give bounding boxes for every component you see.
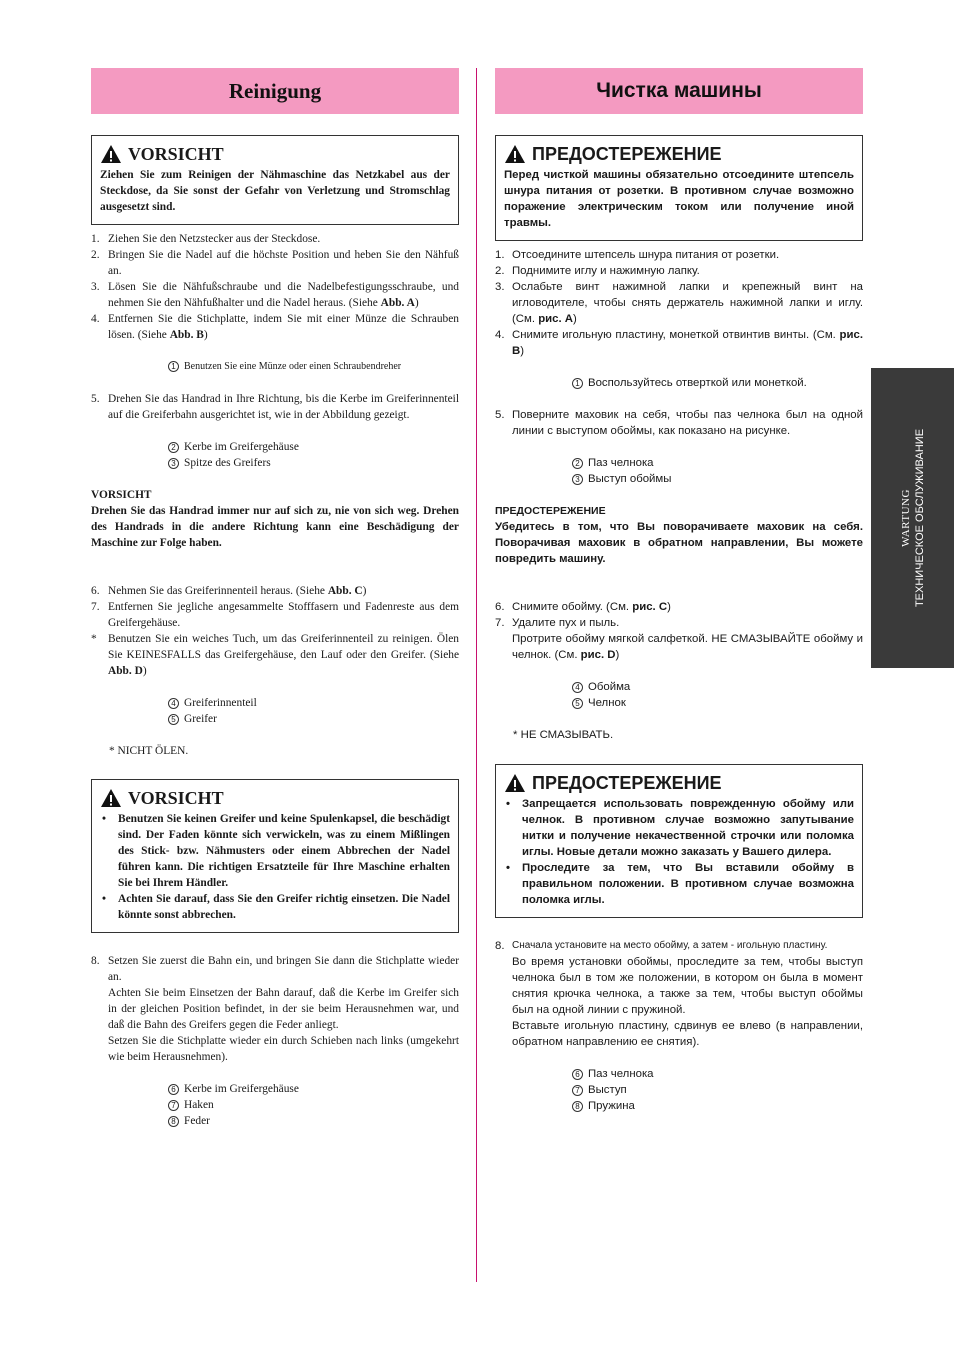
- warning-icon: [504, 144, 526, 164]
- steps-list-de-c: [91, 583, 459, 679]
- legend-de-3: [91, 695, 459, 727]
- caution-box-ru-1: [495, 135, 863, 241]
- legend-item: 6 Kerbe im Greifergehäuse: [168, 1081, 459, 1097]
- section-title-de: Reinigung: [91, 68, 459, 114]
- caution-plain-ru: ПРЕДОСТЕРЕЖЕНИЕ Убедитесь в том, что Вы поворачиваете маховик на себя. Поворачивая маховик в обратном направлении, Вы можете повредить машину.: [495, 505, 863, 565]
- section-side-tab: [871, 368, 954, 668]
- legend-item: 8 Пружина: [572, 1098, 863, 1114]
- legend-de-2: [91, 439, 459, 471]
- list-item: • Achten Sie darauf, dass Sie den Greifer richtig einsetzen. Die Nadel könnte sonst abbrechen.: [100, 891, 450, 923]
- list-item: 2. Поднимите иглу и нажимную лапку.: [495, 265, 700, 277]
- list-item: 7. Entfernen Sie jegliche angesammelte Stofffasern und Fadenreste aus dem Greifergehäuse.: [91, 601, 459, 629]
- list-item: • Проследите за тем, что Вы вставили обойму в правильном положении. В противном случае возможна поломка иглы.: [504, 860, 854, 908]
- caution-box-de-2: [91, 779, 459, 933]
- caution-list: [100, 811, 450, 923]
- caution-title: ПРЕДОСТЕРЕЖЕНИЕ: [504, 143, 854, 165]
- steps-list-de-a: [91, 231, 459, 343]
- list-item: 3. Ослабьте винт нажимной лапки и крепежный винт на игловодителе, чтобы снять держатель нажимной лапки и иглу. (См. рис. A): [495, 281, 863, 325]
- legend-item: 8 Feder: [168, 1113, 459, 1129]
- list-item: 5. Поверните маховик на себя, чтобы паз челнока был на одной линии с выступом обоймы, как показано на рисунке.: [495, 409, 863, 437]
- column-divider: [476, 68, 477, 1282]
- caution-box-de-1: [91, 135, 459, 225]
- list-item: 5. Drehen Sie das Handrad in Ihre Richtung, bis die Kerbe im Greiferinnenteil auf die Greiferbahn ausgerichtet ist, wie in der Abbildung gezeigt.: [91, 393, 459, 421]
- legend-item: 7 Выступ: [572, 1082, 863, 1098]
- note-no-oil-de: * NICHT ÖLEN.: [109, 745, 189, 757]
- list-item: 8. Setzen Sie zuerst die Bahn ein, und bringen Sie dann die Stichplatte wieder an. Achten Sie beim Einsetzen der Bahn darauf, daß die Kerbe im Greifer sich in der gleichen Position befindet, in der sie beim Herausnehmen war, und daß die Bahn des Greifers gegen die Feder anliegt. Setzen Sie die Stichplatte wieder ein durch Schieben nach links (umgekehrt wie beim Herausnehmen).: [91, 955, 459, 1063]
- steps-list-de-d: [91, 953, 459, 1065]
- section-title-ru: Чистка машины: [495, 68, 863, 114]
- legend-ru-1: [495, 375, 863, 391]
- list-item: 1. Отсоедините штепсель шнура питания от розетки.: [495, 249, 780, 261]
- legend-item: 7 Haken: [168, 1097, 459, 1113]
- list-item: * Benutzen Sie ein weiches Tuch, um das Greiferinnenteil zu reinigen. Ölen Sie KEINESFALLS das Greifergehäuse, den Lauf oder den Greifer. (Siehe Abb. D): [91, 633, 459, 677]
- list-item: 1. Ziehen Sie den Netzstecker aus der Steckdose.: [91, 233, 321, 245]
- caution-title: VORSICHT: [100, 787, 450, 809]
- list-item: 4. Снимите игольную пластину, монеткой отвинтив винты. (См. рис. B): [495, 329, 863, 357]
- legend-item: 4 Greiferinnenteil: [168, 695, 459, 711]
- caution-list: [504, 796, 854, 908]
- legend-de-4: [91, 1081, 459, 1129]
- legend-ru-3: [495, 679, 863, 711]
- caution-title: VORSICHT: [100, 143, 450, 165]
- legend-item: 3 Spitze des Greifers: [168, 455, 459, 471]
- steps-list-de-b: [91, 391, 459, 423]
- list-item: 7. Удалите пух и пыль. Протрите обойму мягкой салфеткой. НЕ СМАЗЫВАЙТЕ обойму и челнок. (См. рис. D): [495, 617, 863, 661]
- list-item: 2. Bringen Sie die Nadel auf die höchste Position und heben Sie den Nähfuß an.: [91, 249, 459, 277]
- list-item: 6. Nehmen Sie das Greiferinnenteil heraus. (Siehe Abb. C): [91, 585, 367, 597]
- side-tab-label-de: WARTUNG: [899, 489, 912, 547]
- caution-text: Перед чисткой машины обязательно отсоедините штепсель шнура питания от розетки. В противном случае возможно поражение электрическим током или получение иной травмы.: [504, 169, 854, 229]
- legend-item: 5 Greifer: [168, 711, 459, 727]
- caution-box-ru-2: [495, 764, 863, 918]
- legend-item: 6 Паз челнока: [572, 1066, 863, 1082]
- list-item: 6. Снимите обойму. (См. рис. C): [495, 601, 671, 613]
- warning-icon: [100, 788, 122, 808]
- list-item: • Benutzen Sie keinen Greifer und keine Spulenkapsel, die beschädigt sind. Der Faden könnte sich verwickeln, was zu einem Mißlingen des Stick- bzw. Nähmusters oder einem Abbrechen der Nadel führen kann. Die richtigen Ersatzteile für Ihre Maschine erhalten Sie bei Ihrem Händler.: [100, 811, 450, 891]
- steps-list-ru-b: [495, 407, 863, 439]
- legend-ru-4: [495, 1066, 863, 1114]
- russian-column: [495, 68, 863, 1114]
- legend-item: 1 Benutzen Sie eine Münze oder einen Schraubendreher: [168, 359, 459, 375]
- caution-plain-de: VORSICHT Drehen Sie das Handrad immer nur auf sich zu, nie von sich weg. Drehen des Handrads in die andere Richtung kann eine Beschädigung der Maschine zur Folge haben.: [91, 489, 459, 549]
- list-item: • Запрещается использовать поврежденную обойму или челнок. В противном случае возможно запутывание нитки и получение некачественной строчки или поломка иглы. Новые детали можно заказать у Вашего дилера.: [504, 796, 854, 860]
- german-column: [91, 68, 459, 1129]
- warning-icon: [100, 144, 122, 164]
- list-item: 3. Lösen Sie die Nähfußschraube und die Nadelbefestigungsschraube, und nehmen Sie den Nähfußhalter und die Nadel heraus. (Siehe Abb. A): [91, 281, 459, 309]
- legend-item: 1 Воспользуйтесь отверткой или монеткой.: [572, 375, 863, 391]
- list-item: 4. Entfernen Sie die Stichplatte, indem Sie mit einer Münze die Schrauben lösen. (Siehe Abb. B): [91, 313, 459, 341]
- steps-list-ru-c: [495, 599, 863, 663]
- steps-list-ru-a: [495, 247, 863, 359]
- legend-item: 4 Обойма: [572, 679, 863, 695]
- side-tab-label-ru: ТЕХНИЧЕСКОЕ ОБСЛУЖИВАНИЕ: [913, 428, 926, 608]
- caution-title: ПРЕДОСТЕРЕЖЕНИЕ: [504, 772, 854, 794]
- caution-text: Ziehen Sie zum Reinigen der Nähmaschine das Netzkabel aus der Steckdose, da Sie sonst der Gefahr von Verletzung und Stromschlag ausgesetzt sind.: [100, 169, 450, 213]
- list-item: 8. Сначала установите на место обойму, а затем - игольную пластину. Во время установки обоймы, проследите за тем, чтобы выступ челнока был в том же положении, в котором он была в момент снятия крючка челнока, а также за тем, чтобы выступ обоймы был на одной линии с пружиной. Вставьте игольную пластину, сдвинув ее влево (в направлении, обратном направлению ее снятия).: [495, 940, 863, 1048]
- warning-icon: [504, 773, 526, 793]
- steps-list-ru-d: [495, 938, 863, 1050]
- legend-item: 5 Челнок: [572, 695, 863, 711]
- legend-item: 3 Выступ обоймы: [572, 471, 863, 487]
- legend-item: 2 Kerbe im Greifergehäuse: [168, 439, 459, 455]
- note-no-oil-ru: * НЕ СМАЗЫВАТЬ.: [513, 729, 614, 741]
- legend-de-1: [91, 359, 459, 375]
- legend-ru-2: [495, 455, 863, 487]
- legend-item: 2 Паз челнока: [572, 455, 863, 471]
